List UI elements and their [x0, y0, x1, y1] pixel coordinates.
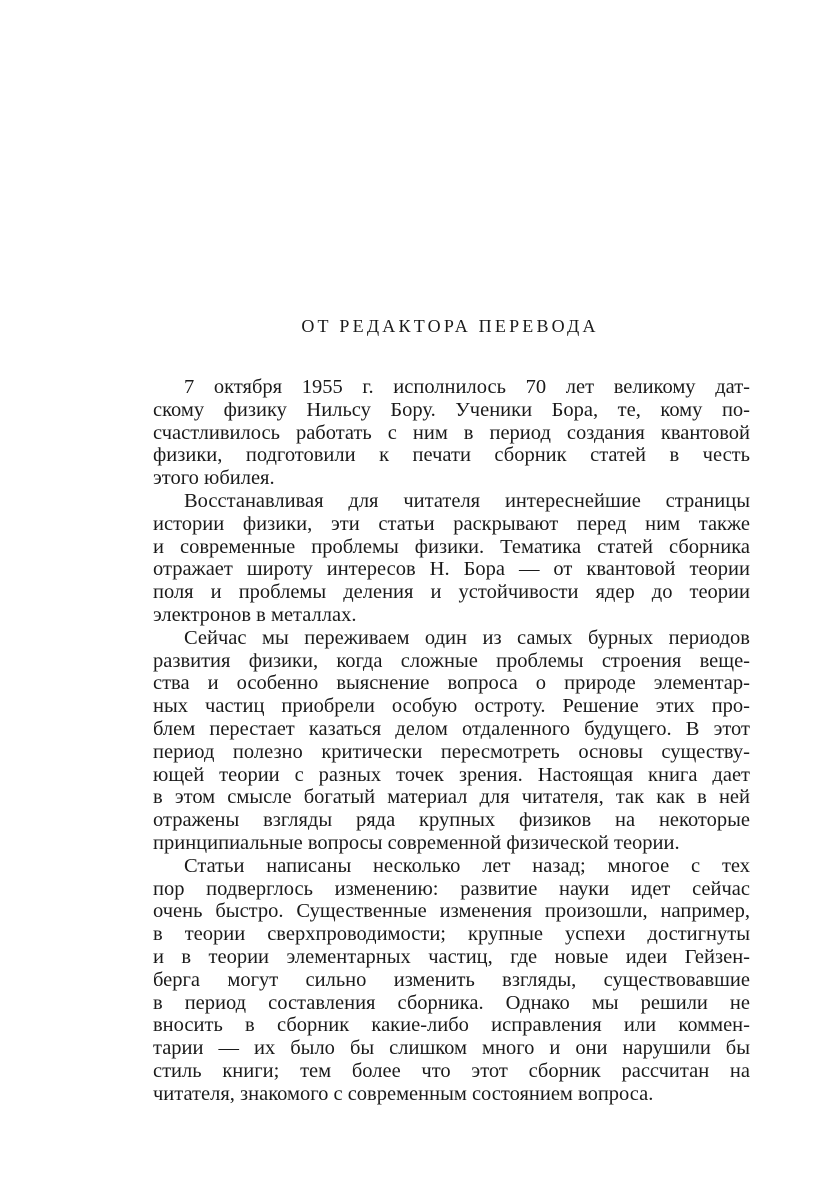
text-line: и в теории элементарных частиц, где новые идеи Гейзен-: [153, 945, 750, 968]
text-line: этого юбилея.: [153, 467, 275, 490]
text-line: физики, подготовили к печати сборник статей в честь: [153, 444, 750, 467]
text-line: очень быстро. Существенные изменения произошли, например,: [153, 900, 750, 923]
paragraph-4: [153, 855, 750, 1106]
text-line: и современные проблемы физики. Тематика статей сборника: [153, 535, 750, 558]
text-line: 7 октября 1955 г. исполнилось 70 лет великому дат-: [184, 376, 750, 398]
text-line: читателя, знакомого с современным состоянием вопроса.: [153, 1082, 654, 1105]
text-line: период полезно критически пересмотреть основы существу-: [153, 740, 750, 763]
paragraph-2: [153, 490, 750, 627]
text-line: поля и проблемы деления и устойчивости ядер до теории: [153, 581, 750, 604]
section-heading: ОТ РЕДАКТОРА ПЕРЕВОДА: [301, 316, 599, 336]
paragraph-3: [153, 627, 750, 855]
text-line: в период составления сборника. Однако мы решили не: [153, 991, 750, 1014]
text-line: в теории сверхпроводимости; крупные успехи достигнуты: [153, 923, 750, 946]
text-line: в этом смысле богатый материал для читателя, так как в ней: [153, 786, 750, 809]
text-line: тарии — их было бы слишком много и они нарушили бы: [153, 1037, 750, 1060]
text-line: истории физики, эти статьи раскрывают перед ним также: [153, 512, 750, 535]
text-line: электронов в металлах.: [153, 603, 357, 626]
text-line: развития физики, когда сложные проблемы строения веще-: [153, 649, 750, 672]
text-line: ющей теории с разных точек зрения. Настоящая книга дает: [153, 763, 750, 786]
text-line: блем перестает казаться делом отдаленного будущего. В этот: [153, 717, 750, 740]
text-line: пор подверглось изменению: развитие науки идет сейчас: [153, 877, 750, 900]
text-line: счастливилось работать с ним в период создания квантовой: [153, 421, 750, 444]
text-line: стиль книги; тем более что этот сборник рассчитан на: [153, 1059, 750, 1082]
text-line: ства и особенно выяснение вопроса о природе элементар-: [153, 672, 750, 695]
text-line: скому физику Нильсу Бору. Ученики Бора, те, кому по-: [153, 398, 750, 421]
text-line: принципиальные вопросы современной физической теории.: [153, 831, 680, 854]
paragraph-1: [153, 376, 750, 490]
text-line: берга могут сильно изменить взгляды, существовавшие: [153, 968, 750, 991]
text-line: отражены взгляды ряда крупных физиков на некоторые: [153, 809, 750, 832]
text-line: Статьи написаны несколько лет назад; многое с тех: [184, 854, 750, 877]
text-line: ных частиц приобрели особую остроту. Решение этих про-: [153, 695, 750, 718]
text-line: вносить в сборник какие-либо исправления или коммен-: [153, 1014, 750, 1037]
text-line: отражает широту интересов Н. Бора — от квантовой теории: [153, 558, 750, 581]
body-text: [153, 376, 750, 1106]
text-line: Восстанавливая для читателя интереснейшие страницы: [184, 489, 750, 512]
text-line: Сейчас мы переживаем один из самых бурных периодов: [184, 626, 750, 649]
